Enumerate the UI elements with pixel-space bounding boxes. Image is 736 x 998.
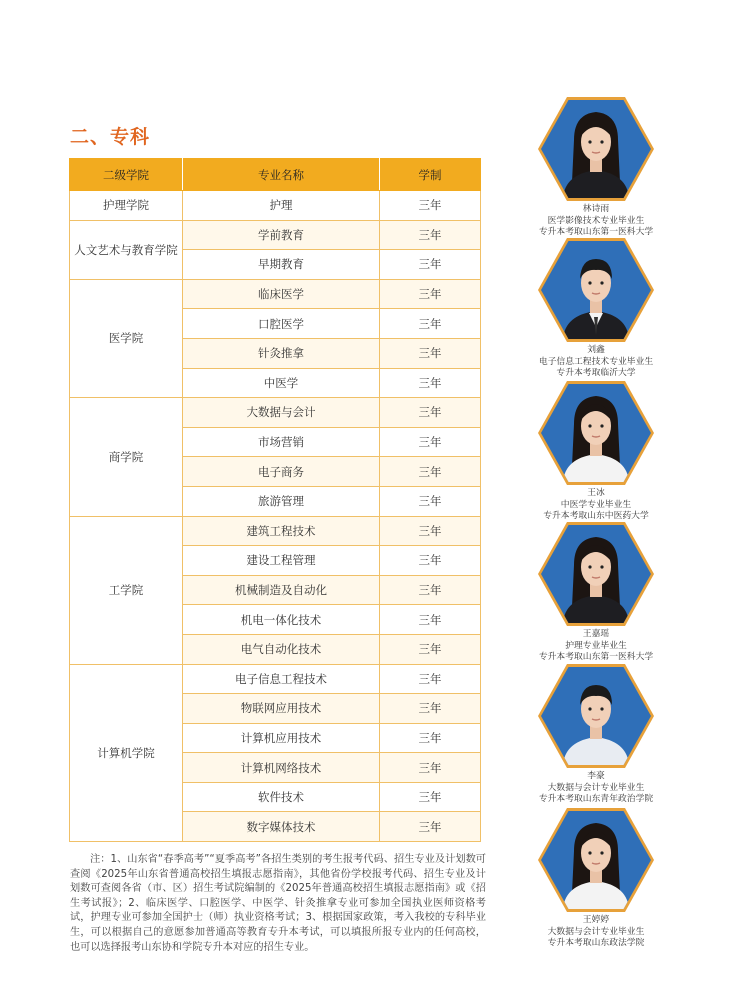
- duration-cell: 三年: [380, 457, 481, 487]
- header-major: 专业名称: [183, 159, 380, 191]
- major-cell: 计算机网络技术: [183, 753, 380, 783]
- college-cell: 护理学院: [70, 191, 183, 221]
- portrait-photo: [541, 384, 651, 482]
- graduate-name: 刘鑫: [587, 345, 605, 355]
- duration-cell: 三年: [380, 812, 481, 842]
- footnote: 注：1、山东省“春季高考”“夏季高考”各招生类别的考生报考代码、招生专业及计划数可查阅《2025年山东省普通高校招生填报志愿指南》，其他省份学校报考代码、招生专业及计划数可查阅各省（市、区）招生考试院编制的《2025年普通高校招生填报志愿指南》或《招生考试报》；2、临床医学、口腔医学、中医学、针灸推拿专业可参加全国执业医师资格考试，护理专业可参加全国护士（师）执业资格考试；3、根据国家政策，考入我校的专科毕业生，可以根据自己的意愿参加普通高等教育专升本考试，可以填报所报专业内的任何高校，也可以选择报考山东协和学院专升本对应的招生专业。: [70, 854, 486, 953]
- section-title: 二、专科: [70, 126, 151, 148]
- graduate-card: [512, 381, 680, 523]
- graduate-name: 王冰: [587, 488, 605, 498]
- portrait-frame: [538, 97, 654, 201]
- duration-cell: 三年: [380, 309, 481, 339]
- college-cell: 商学院: [70, 398, 183, 516]
- graduate-admission: 专升本考取临沂大学: [556, 368, 636, 378]
- duration-cell: 三年: [380, 605, 481, 635]
- major-cell: 学前教育: [183, 220, 380, 250]
- graduate-major: 电子信息工程技术专业毕业生: [538, 356, 654, 367]
- duration-cell: 三年: [380, 723, 481, 753]
- duration-cell: 三年: [380, 753, 481, 783]
- major-cell: 电子信息工程技术: [183, 664, 380, 694]
- graduate-card: [512, 97, 680, 239]
- table-row: [70, 279, 481, 309]
- graduate-admission: 专升本考取山东第一医科大学: [538, 227, 654, 237]
- graduate-major: 护理专业毕业生: [565, 640, 627, 651]
- portrait-frame: [538, 238, 654, 342]
- portrait-photo: [541, 525, 651, 623]
- table-row: [70, 516, 481, 546]
- duration-cell: 三年: [380, 694, 481, 724]
- major-cell: 中医学: [183, 368, 380, 398]
- duration-cell: 三年: [380, 279, 481, 309]
- college-cell: 人文艺术与教育学院: [70, 220, 183, 279]
- college-cell: 计算机学院: [70, 664, 183, 842]
- graduate-name: 王嘉瑶: [582, 629, 610, 639]
- table-row: [70, 191, 481, 221]
- portrait-frame: [538, 808, 654, 912]
- table-row: [70, 398, 481, 428]
- duration-cell: 三年: [380, 634, 481, 664]
- duration-cell: 三年: [380, 427, 481, 457]
- major-cell: 早期教育: [183, 250, 380, 280]
- major-cell: 建筑工程技术: [183, 516, 380, 546]
- graduate-admission: 专升本考取山东青年政治学院: [538, 794, 654, 804]
- graduate-major: 中医学专业毕业生: [560, 499, 632, 510]
- major-cell: 机电一体化技术: [183, 605, 380, 635]
- duration-cell: 三年: [380, 664, 481, 694]
- major-cell: 护理: [183, 191, 380, 221]
- major-cell: 电子商务: [183, 457, 380, 487]
- duration-cell: 三年: [380, 398, 481, 428]
- portrait-photo: [541, 241, 651, 339]
- major-cell: 电气自动化技术: [183, 634, 380, 664]
- major-cell: 大数据与会计: [183, 398, 380, 428]
- table-header-row: [70, 159, 481, 191]
- major-cell: 建设工程管理: [183, 546, 380, 576]
- graduate-major: 大数据与会计专业毕业生: [547, 782, 645, 793]
- graduate-card: [512, 664, 680, 806]
- duration-cell: 三年: [380, 516, 481, 546]
- graduate-major: 大数据与会计专业毕业生: [547, 926, 645, 937]
- major-cell: 针灸推拿: [183, 338, 380, 368]
- major-cell: 机械制造及自动化: [183, 575, 380, 605]
- portrait-frame: [538, 381, 654, 485]
- header-college: 二级学院: [70, 159, 183, 191]
- graduate-name: 林诗雨: [582, 204, 610, 214]
- duration-cell: 三年: [380, 782, 481, 812]
- major-cell: 口腔医学: [183, 309, 380, 339]
- graduate-admission: 专升本考取山东中医药大学: [543, 511, 649, 521]
- graduate-major: 医学影像技术专业毕业生: [547, 215, 645, 226]
- major-cell: 软件技术: [183, 782, 380, 812]
- college-cell: 医学院: [70, 279, 183, 397]
- duration-cell: 三年: [380, 575, 481, 605]
- duration-cell: 三年: [380, 368, 481, 398]
- graduate-name: 王婷婷: [582, 915, 610, 925]
- graduate-admission: 专升本考取山东政法学院: [547, 938, 645, 948]
- graduate-card: [512, 522, 680, 664]
- portrait-photo: [541, 667, 651, 765]
- graduate-name: 李豪: [587, 771, 605, 781]
- header-duration: 学制: [380, 159, 481, 191]
- portrait-photo: [541, 100, 651, 198]
- majors-table: [69, 158, 481, 842]
- graduate-card: [512, 238, 680, 380]
- duration-cell: 三年: [380, 220, 481, 250]
- major-cell: 计算机应用技术: [183, 723, 380, 753]
- major-cell: 旅游管理: [183, 486, 380, 516]
- majors-table-body: [70, 191, 481, 842]
- duration-cell: 三年: [380, 250, 481, 280]
- graduate-admission: 专升本考取山东第一医科大学: [538, 652, 654, 662]
- table-row: [70, 220, 481, 250]
- portrait-photo: [541, 811, 651, 909]
- duration-cell: 三年: [380, 338, 481, 368]
- portrait-frame: [538, 664, 654, 768]
- portrait-frame: [538, 522, 654, 626]
- table-row: [70, 664, 481, 694]
- graduate-card: [512, 808, 680, 950]
- duration-cell: 三年: [380, 486, 481, 516]
- duration-cell: 三年: [380, 546, 481, 576]
- major-cell: 市场营销: [183, 427, 380, 457]
- duration-cell: 三年: [380, 191, 481, 221]
- major-cell: 临床医学: [183, 279, 380, 309]
- major-cell: 数字媒体技术: [183, 812, 380, 842]
- college-cell: 工学院: [70, 516, 183, 664]
- major-cell: 物联网应用技术: [183, 694, 380, 724]
